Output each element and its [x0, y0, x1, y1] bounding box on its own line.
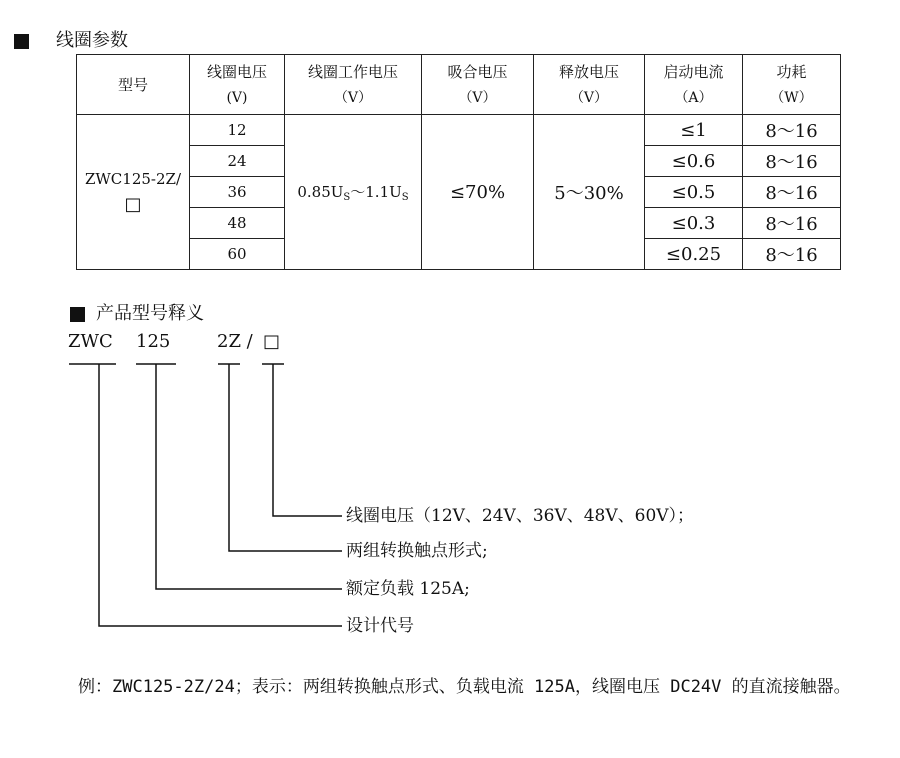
header-working-voltage: 线圈工作电压 （V）: [285, 55, 422, 115]
start-current-cell: ≤0.5: [645, 177, 743, 208]
model-code-part-125: 125: [136, 331, 171, 352]
coil-voltage-cell: 48: [190, 208, 285, 239]
model-cell: ZWC125-2Z/ □: [77, 115, 190, 270]
start-current-cell: ≤0.3: [645, 208, 743, 239]
power-cell: 8～16: [743, 146, 841, 177]
legend-contact-form: 两组转换触点形式;: [346, 541, 488, 561]
example-text: 例：ZWC125-2Z/24；表示：两组转换触点形式、负载电流 125A，线圈电压 DC24V 的直流接触器。: [78, 677, 851, 697]
start-current-cell: ≤0.6: [645, 146, 743, 177]
coil-voltage-cell: 12: [190, 115, 285, 146]
section-title-coil-params: 线圈参数: [56, 30, 128, 51]
power-cell: 8～16: [743, 177, 841, 208]
pull-in-voltage-cell: ≤70%: [422, 115, 534, 270]
header-pull-in-voltage: 吸合电压 （V）: [422, 55, 534, 115]
leader-coil-voltage: [273, 364, 342, 516]
start-current-cell: ≤0.25: [645, 239, 743, 270]
header-model: 型号: [77, 55, 190, 115]
coil-voltage-cell: 24: [190, 146, 285, 177]
header-release-voltage: 释放电压 （V）: [534, 55, 645, 115]
leader-design-code: [99, 364, 342, 626]
section-title-model-explanation: 产品型号释义: [96, 303, 204, 324]
leader-load: [156, 364, 342, 589]
legend-rated-load: 额定负载 125A;: [346, 579, 470, 599]
model-code-part-2z: 2Z /: [217, 331, 253, 352]
start-current-cell: ≤1: [645, 115, 743, 146]
release-voltage-cell: 5～30%: [534, 115, 645, 270]
legend-design-code: 设计代号: [346, 616, 414, 636]
power-cell: 8～16: [743, 115, 841, 146]
coil-voltage-cell: 36: [190, 177, 285, 208]
power-cell: 8～16: [743, 239, 841, 270]
model-code-part-zwc: ZWC: [68, 331, 113, 352]
leader-contacts: [229, 364, 342, 551]
power-cell: 8～16: [743, 208, 841, 239]
model-code-part-box: □: [263, 331, 281, 352]
coil-voltage-cell: 60: [190, 239, 285, 270]
header-power: 功耗 （W）: [743, 55, 841, 115]
header-coil-voltage: 线圈电压 (V): [190, 55, 285, 115]
working-voltage-cell: $0.85U_S\sim 1.1U_S$: [285, 115, 422, 270]
header-start-current: 启动电流 （A）: [645, 55, 743, 115]
legend-coil-voltage: 线圈电压（12V、24V、36V、48V、60V）；: [346, 506, 695, 526]
